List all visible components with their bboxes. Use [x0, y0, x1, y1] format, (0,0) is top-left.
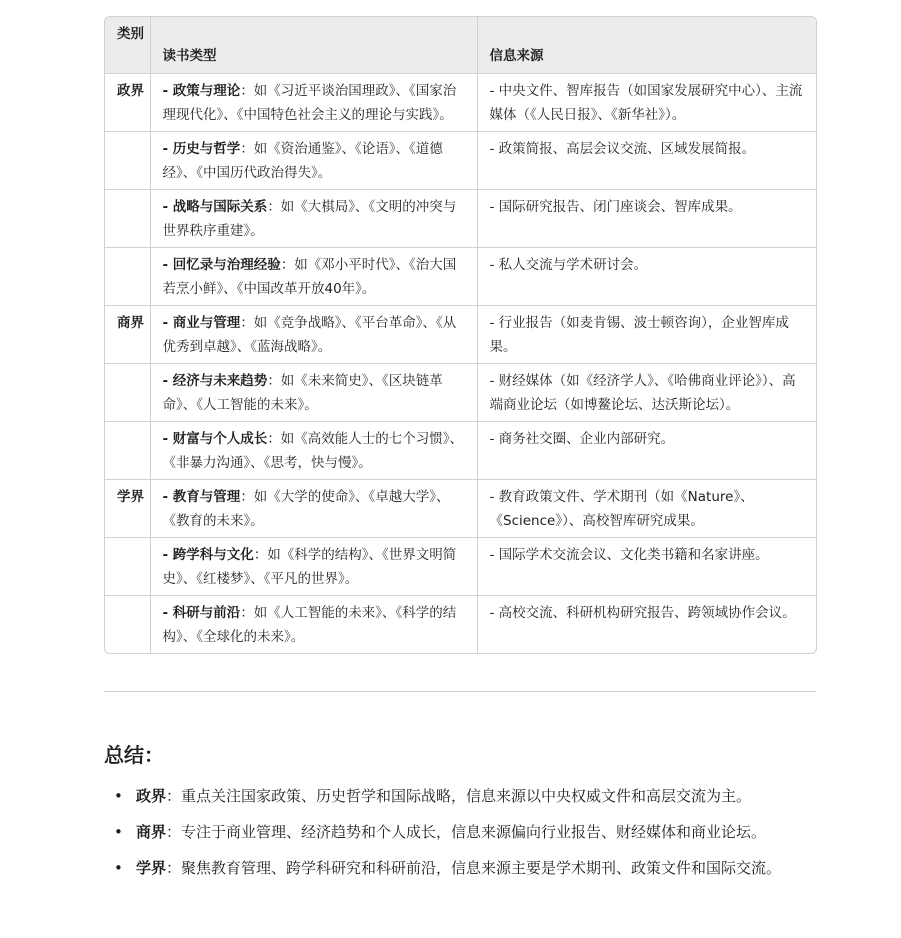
category-cell — [105, 595, 150, 653]
reading-type-text: ：如《习近平谈治国理政》、《国家治理现代化》、《中国特色社会主义的理论与实践》。 — [162, 82, 457, 123]
table-row — [105, 595, 816, 653]
reading-type-text: ：如《人工智能的未来》、《科学的结构》、《全球化的未来》。 — [162, 604, 457, 645]
reading-type-text: ：如《资治通鉴》、《论语》、《道德经》、《中国历代政治得失》。 — [162, 140, 443, 181]
category-cell — [105, 363, 150, 421]
table-row — [105, 247, 816, 305]
category-cell — [105, 421, 150, 479]
header-category: 类别 — [105, 17, 150, 73]
info-source-cell: - 政策简报、高层会议交流、区域发展简报。 — [477, 131, 816, 189]
summary-item-text: ：重点关注国家政策、历史哲学和国际战略，信息来源以中央权威文件和高层交流为主。 — [166, 787, 752, 805]
summary-item-text: ：专注于商业管理、经济趋势和个人成长，信息来源偏向行业报告、财经媒体和商业论坛。 — [166, 823, 767, 841]
header-reading-type: 读书类型 — [150, 17, 477, 73]
reading-type-cell — [150, 247, 477, 305]
summary-item-label: 学界 — [136, 859, 167, 877]
summary-item-label: 政界 — [136, 787, 167, 805]
header-info-source: 信息来源 — [477, 17, 816, 73]
table-row — [105, 305, 816, 363]
summary-title: 总结： — [104, 743, 164, 767]
reading-type-cell — [150, 305, 477, 363]
info-source-cell: - 财经媒体（如《经济学人》、《哈佛商业评论》）、高端商业论坛（如博鳌论坛、达沃斯论坛）。 — [477, 363, 816, 421]
reading-type-text: ：如《大棋局》、《文明的冲突与世界秩序重建》。 — [162, 198, 457, 239]
table-header-row — [105, 17, 816, 73]
reading-type-text: ：如《大学的使命》、《卓越大学》、《教育的未来》。 — [162, 488, 450, 529]
summary-item — [104, 782, 816, 810]
table-row — [105, 189, 816, 247]
table-row — [105, 131, 816, 189]
reading-type-bold: - 商业与管理 — [162, 314, 241, 331]
category-cell: 商界 — [105, 305, 150, 363]
reading-table — [104, 16, 817, 654]
reading-type-cell — [150, 421, 477, 479]
reading-type-cell — [150, 595, 477, 653]
category-cell — [105, 537, 150, 595]
table-row — [105, 73, 816, 131]
info-source-cell: - 高校交流、科研机构研究报告、跨领域协作会议。 — [489, 604, 796, 621]
info-source-cell: - 教育政策文件、学术期刊（如《Nature》、《Science》）、高校智库研究成果。 — [477, 479, 816, 537]
category-cell — [105, 247, 150, 305]
reading-type-text: ：如《高效能人士的七个习惯》、《非暴力沟通》、《思考，快与慢》。 — [162, 430, 464, 471]
reading-type-bold: - 战略与国际关系 — [162, 198, 268, 215]
table-row — [105, 421, 816, 479]
summary-item — [104, 854, 816, 882]
reading-type-bold: - 政策与理论 — [162, 82, 241, 99]
info-source-cell: - 国际学术交流会议、文化类书籍和名家讲座。 — [477, 537, 816, 595]
summary-item-text: ：聚焦教育管理、跨学科研究和科研前沿，信息来源主要是学术期刊、政策文件和国际交流。 — [166, 859, 782, 877]
reading-type-bold: - 财富与个人成长 — [162, 430, 268, 447]
reading-type-cell — [150, 363, 477, 421]
reading-type-cell — [150, 479, 477, 537]
category-cell: 政界 — [105, 73, 150, 131]
info-source-cell: - 私人交流与学术研讨会。 — [477, 247, 816, 305]
reading-type-cell — [150, 73, 477, 131]
reading-type-bold: - 回忆录与治理经验 — [162, 256, 281, 273]
info-source-cell: - 商务社交圈、企业内部研究。 — [477, 421, 816, 479]
reading-type-text: ：如《竞争战略》、《平台革命》、《从优秀到卓越》、《蓝海战略》。 — [162, 314, 457, 355]
reading-type-bold: - 历史与哲学 — [162, 140, 241, 157]
reading-type-cell — [150, 537, 477, 595]
table-row — [105, 537, 816, 595]
info-source-cell: - 国际研究报告、闭门座谈会、智库成果。 — [477, 189, 816, 247]
section-divider — [104, 691, 816, 692]
summary-list — [104, 782, 816, 890]
reading-type-cell — [150, 131, 477, 189]
reading-type-bold: - 跨学科与文化 — [162, 546, 254, 563]
reading-type-bold: - 经济与未来趋势 — [162, 372, 268, 389]
reading-type-text: ：如《科学的结构》、《世界文明简史》、《红楼梦》、《平凡的世界》。 — [162, 546, 457, 587]
cut-off-content — [104, 918, 816, 938]
category-cell: 学界 — [105, 479, 150, 537]
category-cell — [105, 131, 150, 189]
summary-item — [104, 818, 816, 846]
reading-type-cell — [150, 189, 477, 247]
info-source-cell: - 中央文件、智库报告（如国家发展研究中心）、主流媒体（《人民日报》、《新华社》）。 — [477, 73, 816, 131]
summary-item-label: 商界 — [136, 823, 167, 841]
category-cell — [105, 189, 150, 247]
table-row — [105, 363, 816, 421]
reading-type-text: ：如《邓小平时代》、《治大国若烹小鲜》、《中国改革开放40年》。 — [162, 256, 457, 297]
reading-type-bold: - 教育与管理 — [162, 488, 241, 505]
reading-type-bold: - 科研与前沿 — [162, 604, 241, 621]
table-row — [105, 479, 816, 537]
reading-type-text: ：如《未来简史》、《区块链革命》、《人工智能的未来》。 — [162, 372, 443, 413]
info-source-cell: - 行业报告（如麦肯锡、波士顿咨询），企业智库成果。 — [477, 305, 816, 363]
